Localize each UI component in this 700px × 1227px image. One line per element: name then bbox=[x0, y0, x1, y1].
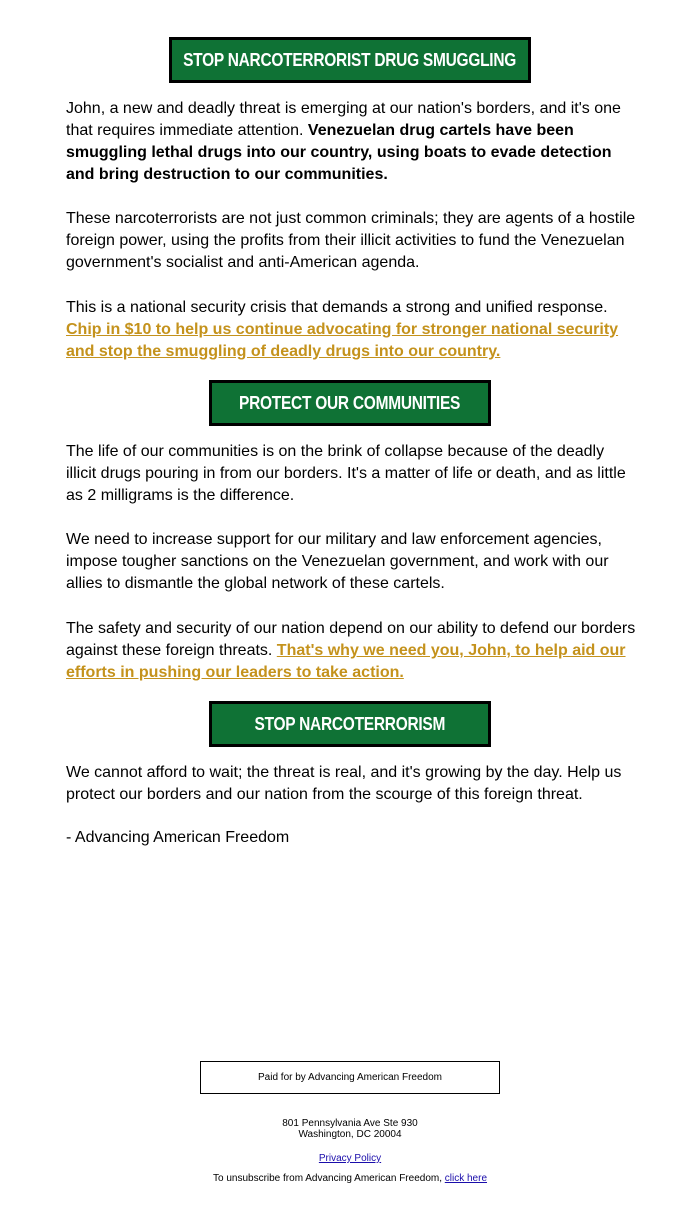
address-line-1: 801 Pennsylvania Ave Ste 930 bbox=[282, 1118, 418, 1129]
paragraph-narcoterrorists: These narcoterrorists are not just common criminals; they are agents of a hostile foreign power, using the profits from their illicit activities to fund the Venezuelan government's socialist and anti-American agenda. bbox=[66, 210, 636, 271]
banner-label: STOP NARCOTERRORISM bbox=[254, 713, 446, 734]
banner-label: STOP NARCOTERRORIST DRUG SMUGGLING bbox=[183, 49, 517, 70]
unsubscribe-row: To unsubscribe from Advancing American Freedom, click here bbox=[212, 1173, 488, 1184]
banner-stop-narcoterrorist-drug-smuggling[interactable] bbox=[169, 37, 531, 83]
chip-in-link[interactable]: Chip in $10 to help us continue advocating for stronger national security and stop the smuggling of deadly drugs into our country. bbox=[66, 321, 619, 360]
banner-label: PROTECT OUR COMMUNITIES bbox=[239, 392, 461, 413]
banner-stop-narcoterrorism[interactable] bbox=[209, 701, 491, 747]
paragraph-intro: John, a new and deadly threat is emerging at our nation's borders, and it's one that requires immediate attention. Venezuelan drug cartels have been smuggling lethal drugs into our country, using boats to evade detection and bring destruction to our communities. bbox=[66, 100, 621, 183]
signature: - Advancing American Freedom bbox=[66, 829, 290, 846]
need-you-link[interactable]: That's why we need you, John, to help aid our efforts in pushing our leaders to take action. bbox=[66, 642, 626, 681]
bold-statement: Venezuelan drug cartels have been smuggling lethal drugs into our country, using boats to evade detection and bring destruction to our communities. bbox=[66, 122, 612, 183]
address bbox=[0, 1118, 700, 1140]
paragraph-communities: The life of our communities is on the brink of collapse because of the deadly illicit drugs pouring in from our borders. It's a matter of life or death, and as little as 2 milligrams is the difference. bbox=[66, 443, 626, 504]
privacy-row bbox=[0, 1153, 700, 1164]
banner-protect-our-communities[interactable] bbox=[209, 380, 491, 426]
paragraph-safety: The safety and security of our nation depend on our ability to defend our borders against these foreign threats. That's why we need you, John, to help aid our efforts in pushing our leaders to take action. bbox=[66, 620, 636, 681]
paragraph-cannot-wait: We cannot afford to wait; the threat is real, and it's growing by the day. Help us protect our borders and our nation from the scourge of this foreign threat. bbox=[66, 764, 622, 803]
privacy-policy-link[interactable]: Privacy Policy bbox=[318, 1153, 382, 1164]
address-line-2: Washington, DC 20004 bbox=[298, 1129, 402, 1140]
unsubscribe-link[interactable]: click here bbox=[444, 1173, 488, 1184]
paragraph-crisis: This is a national security crisis that demands a strong and unified response. Chip in $10 to help us continue advocating for stronger national security and stop the smuggling of deadly drugs into our country. bbox=[66, 299, 619, 360]
paid-for-disclaimer: Paid for by Advancing American Freedom bbox=[200, 1061, 500, 1094]
paragraph-support: We need to increase support for our military and law enforcement agencies, impose tougher sanctions on the Venezuelan government, and work with our allies to dismantle the global network of these cartels. bbox=[66, 531, 609, 592]
